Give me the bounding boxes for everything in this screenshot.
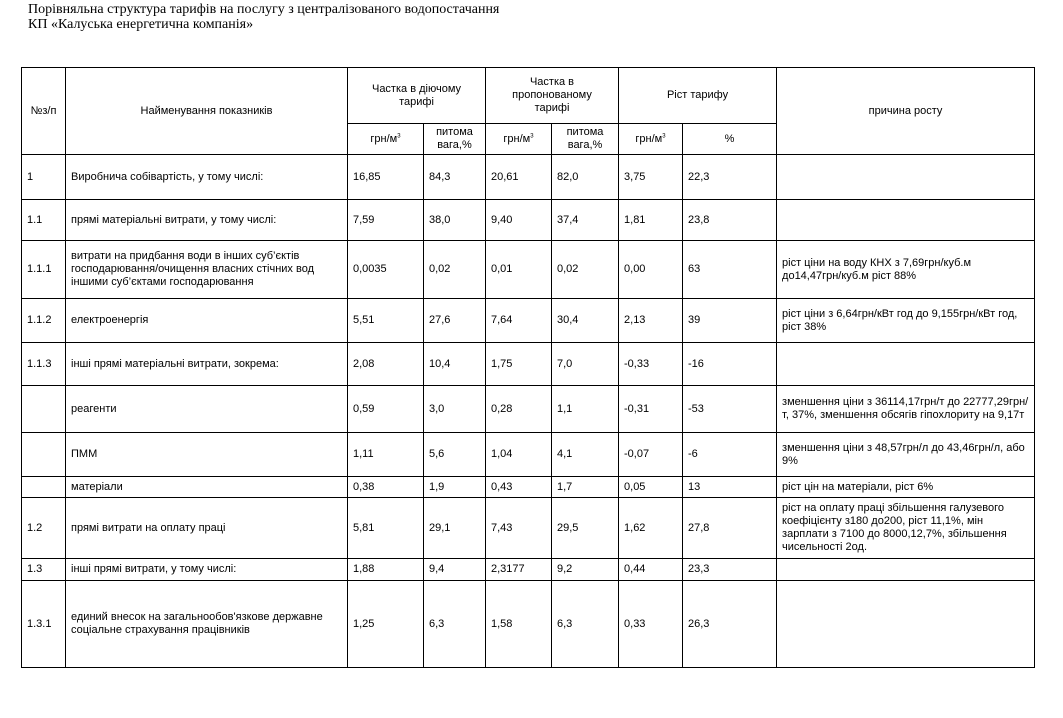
table-row	[22, 477, 1035, 498]
header-current-text: Частка в діючому тарифі	[371, 82, 462, 108]
cell-name: електроенергія	[66, 299, 348, 343]
cell-current-share: 0,02	[424, 241, 486, 299]
cell-number	[22, 386, 66, 433]
cell-current-uah: 1,88	[348, 559, 424, 581]
cell-proposed-share: 0,02	[552, 241, 619, 299]
document-title	[28, 2, 499, 32]
cell-proposed-share: 7,0	[552, 343, 619, 386]
header-tariff-growth: Ріст тарифу	[619, 68, 777, 124]
cell-growth-uah: -0,07	[619, 433, 683, 477]
cell-growth-percent: 23,3	[683, 559, 777, 581]
cell-current-uah: 16,85	[348, 155, 424, 200]
cell-number: 1.1	[22, 200, 66, 241]
cell-proposed-share: 1,7	[552, 477, 619, 498]
cell-growth-percent: 13	[683, 477, 777, 498]
header-current-tariff	[348, 68, 486, 124]
cell-number: 1	[22, 155, 66, 200]
cell-number: 1.1.1	[22, 241, 66, 299]
cell-proposed-uah: 2,3177	[486, 559, 552, 581]
cell-growth-percent: -53	[683, 386, 777, 433]
cell-reason: ріст ціни з 6,64грн/кВт год до 9,155грн/кВт год, ріст 38%	[777, 299, 1035, 343]
cell-growth-uah: 1,81	[619, 200, 683, 241]
cell-growth-percent: 22,3	[683, 155, 777, 200]
cell-current-share: 1,9	[424, 477, 486, 498]
title-line-2: КП «Калуська енергетична компанія»	[28, 17, 254, 32]
cell-reason: ріст на оплату праці збільшення галузевого коефіцієнту з180 до200, ріст 11,1%, мін зарплати з 7100 до 8000,12,7%, збільшення чисельності 2од.	[777, 498, 1035, 559]
cell-current-share: 5,6	[424, 433, 486, 477]
cell-proposed-uah: 0,28	[486, 386, 552, 433]
header-reason: причина росту	[777, 68, 1035, 155]
cell-current-share: 38,0	[424, 200, 486, 241]
cell-number: 1.2	[22, 498, 66, 559]
cell-reason: ріст цін на матеріали, ріст 6%	[777, 477, 1035, 498]
cell-name: реагенти	[66, 386, 348, 433]
header-row	[22, 68, 1035, 124]
cell-growth-uah: 2,13	[619, 299, 683, 343]
cell-current-uah: 2,08	[348, 343, 424, 386]
cell-name: ПММ	[66, 433, 348, 477]
table-row	[22, 581, 1035, 668]
cell-proposed-share: 30,4	[552, 299, 619, 343]
cell-proposed-uah: 1,75	[486, 343, 552, 386]
cell-proposed-uah: 0,43	[486, 477, 552, 498]
cell-number	[22, 477, 66, 498]
cell-name: единий внесок на загальнообов'язкове державне соціальне страхування працівників	[66, 581, 348, 668]
subheader-proposed-uah	[486, 124, 552, 155]
cell-proposed-uah: 1,58	[486, 581, 552, 668]
cell-proposed-share: 29,5	[552, 498, 619, 559]
cell-current-share: 9,4	[424, 559, 486, 581]
cell-growth-uah: 0,44	[619, 559, 683, 581]
cell-proposed-uah: 1,04	[486, 433, 552, 477]
cell-proposed-uah: 9,40	[486, 200, 552, 241]
cell-number: 1.3	[22, 559, 66, 581]
cell-growth-percent: 39	[683, 299, 777, 343]
unit-sup: 3	[662, 132, 666, 139]
cell-proposed-share: 9,2	[552, 559, 619, 581]
cell-name: інші прямі витрати, у тому числі:	[66, 559, 348, 581]
cell-proposed-uah: 7,64	[486, 299, 552, 343]
table-row	[22, 241, 1035, 299]
cell-growth-percent: 27,8	[683, 498, 777, 559]
cell-current-uah: 5,81	[348, 498, 424, 559]
cell-current-share: 3,0	[424, 386, 486, 433]
cell-reason: ріст ціни на воду КНХ з 7,69грн/куб.м до14,47грн/куб.м ріст 88%	[777, 241, 1035, 299]
cell-growth-percent: -6	[683, 433, 777, 477]
cell-current-uah: 0,38	[348, 477, 424, 498]
cell-current-share: 6,3	[424, 581, 486, 668]
cell-growth-uah: 0,00	[619, 241, 683, 299]
cell-current-uah: 0,0035	[348, 241, 424, 299]
cell-growth-uah: -0,31	[619, 386, 683, 433]
subheader-current-uah	[348, 124, 424, 155]
cell-current-share: 29,1	[424, 498, 486, 559]
cell-current-uah: 5,51	[348, 299, 424, 343]
cell-number	[22, 433, 66, 477]
cell-current-share: 84,3	[424, 155, 486, 200]
unit-label: грн/м	[370, 132, 398, 145]
unit-sup: 3	[397, 132, 401, 139]
cell-current-uah: 7,59	[348, 200, 424, 241]
cell-growth-percent: 26,3	[683, 581, 777, 668]
cell-growth-uah: 1,62	[619, 498, 683, 559]
table-row	[22, 498, 1035, 559]
cell-name: прямі витрати на оплату праці	[66, 498, 348, 559]
subheader-current-share: питома вага,%	[424, 124, 486, 155]
unit-label: грн/м	[503, 132, 531, 145]
cell-reason	[777, 581, 1035, 668]
cell-number: 1.1.2	[22, 299, 66, 343]
cell-growth-percent: -16	[683, 343, 777, 386]
cell-growth-uah: 3,75	[619, 155, 683, 200]
cell-number: 1.1.3	[22, 343, 66, 386]
cell-current-uah: 1,25	[348, 581, 424, 668]
title-line-1: Порівняльна структура тарифів на послугу з централізованого водопостачання	[28, 2, 500, 17]
cell-name: прямі матеріальні витрати, у тому числі:	[66, 200, 348, 241]
cell-proposed-uah: 20,61	[486, 155, 552, 200]
header-proposed-tariff	[486, 68, 619, 124]
cell-reason	[777, 559, 1035, 581]
cell-name: інші прямі матеріальні витрати, зокрема:	[66, 343, 348, 386]
table-row	[22, 299, 1035, 343]
cell-current-share: 27,6	[424, 299, 486, 343]
subheader-growth-percent: %	[683, 124, 777, 155]
table-row	[22, 343, 1035, 386]
cell-reason	[777, 343, 1035, 386]
cell-current-uah: 0,59	[348, 386, 424, 433]
cell-proposed-share: 4,1	[552, 433, 619, 477]
subheader-proposed-share: питома вага,%	[552, 124, 619, 155]
unit-label: грн/м	[635, 132, 663, 145]
cell-proposed-share: 1,1	[552, 386, 619, 433]
header-number: №з/п	[22, 68, 66, 155]
cell-growth-uah: -0,33	[619, 343, 683, 386]
cell-growth-uah: 0,05	[619, 477, 683, 498]
subheader-growth-uah	[619, 124, 683, 155]
cell-current-uah: 1,11	[348, 433, 424, 477]
cell-name: витрати на придбання води в інших суб’єктів господарювання/очищення власних стічних вод іншими суб’єктами господарювання	[66, 241, 348, 299]
cell-name: Виробнича собівартість, у тому числі:	[66, 155, 348, 200]
cell-reason	[777, 200, 1035, 241]
cell-number: 1.3.1	[22, 581, 66, 668]
header-proposed-text: Частка в пропонованому тарифі	[512, 76, 592, 114]
cell-reason	[777, 155, 1035, 200]
cell-reason: зменшення ціни з 48,57грн/л до 43,46грн/л, або 9%	[777, 433, 1035, 477]
tariff-structure-table	[21, 67, 1035, 668]
cell-proposed-share: 6,3	[552, 581, 619, 668]
table-row	[22, 200, 1035, 241]
cell-name: матеріали	[66, 477, 348, 498]
table-row	[22, 433, 1035, 477]
table-row	[22, 386, 1035, 433]
cell-proposed-share: 82,0	[552, 155, 619, 200]
cell-current-share: 10,4	[424, 343, 486, 386]
table-row	[22, 559, 1035, 581]
cell-proposed-share: 37,4	[552, 200, 619, 241]
header-name: Найменування показників	[66, 68, 348, 155]
cell-growth-percent: 23,8	[683, 200, 777, 241]
table-row	[22, 155, 1035, 200]
unit-sup: 3	[530, 132, 534, 139]
cell-proposed-uah: 7,43	[486, 498, 552, 559]
cell-reason: зменшення ціни з 36114,17грн/т до 22777,29грн/т, 37%, зменшення обсягів гіпохлориту на 9,17т	[777, 386, 1035, 433]
cell-growth-percent: 63	[683, 241, 777, 299]
cell-proposed-uah: 0,01	[486, 241, 552, 299]
cell-growth-uah: 0,33	[619, 581, 683, 668]
